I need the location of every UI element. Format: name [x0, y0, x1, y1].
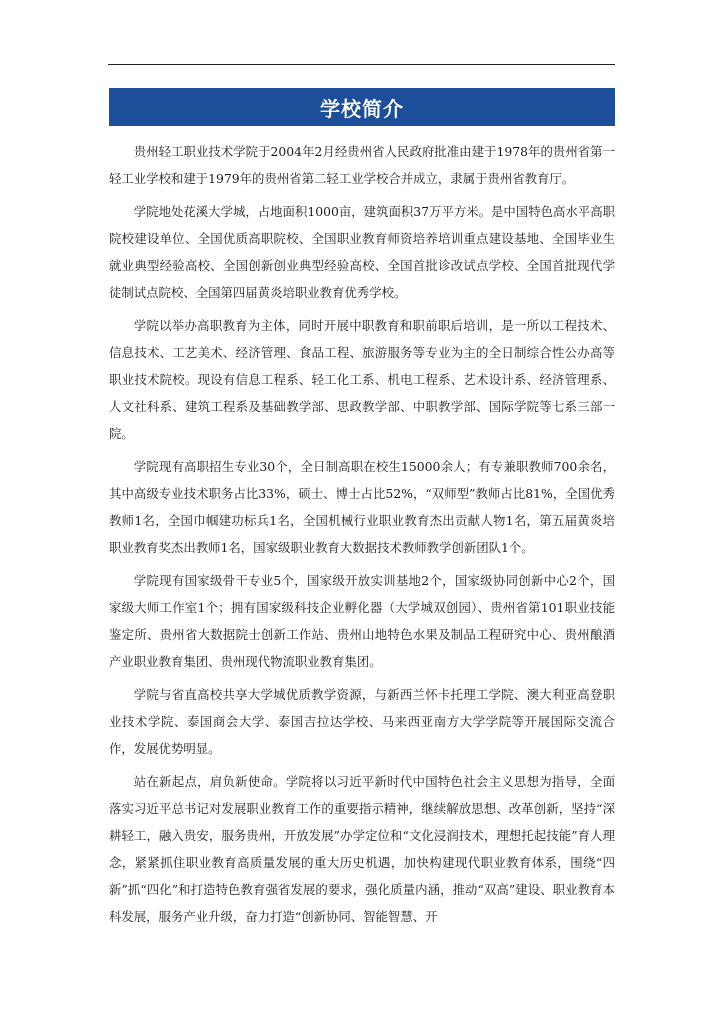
paragraph-faculty: 学院现有高职招生专业30个，全日制高职在校生15000余人；有专兼职教师700余名，其中高级专业技术职务占比33%，硕士、博士占比52%，“双师型”教师占比81%，全国优秀教师1名，全国巾帼建功标兵1名，全国机械行业职业教育杰出贡献人物1名，第五届黄炎培职业教育奖杰出教师1名，国家级职业教育大数据技术教师教学创新团队1个。 [109, 459, 615, 555]
paragraph-founding: 贵州轻工职业技术学院于2004年2月经贵州省人民政府批准由建于1978年的贵州省第一轻工业学校和建于1979年的贵州省第二轻工业学校合并成立，隶属于贵州省教育厅。 [109, 144, 615, 186]
paragraph-programs: 学院以举办高职教育为主体，同时开展中职教育和职前职后培训，是一所以工程技术、信息技术、工艺美术、经济管理、食品工程、旅游服务等专业为主的全日制综合性公办高等职业技术院校。现设有信息工程系、轻工化工系、机电工程系、艺术设计系、经济管理系、人文社科系、建筑工程系及基础教学部、思政教学部、中职教学部、国际学院等七系三部一院。 [109, 318, 615, 441]
paragraph-cooperation: 学院与省直高校共享大学城优质教学资源，与新西兰怀卡托理工学院、澳大利亚高登职业技术学院、泰国商会大学、泰国吉拉达学校、马来西亚南方大学学院等开展国际交流合作，发展优势明显。 [109, 687, 615, 756]
paragraph-platforms: 学院现有国家级骨干专业5个，国家级开放实训基地2个，国家级协同创新中心2个，国家级大师工作室1个；拥有国家级科技企业孵化器（大学城双创园）、贵州省第101职业技能鉴定所、贵州省大数据院士创新工作站、贵州山地特色水果及制品工程研究中心、贵州酿酒产业职业教育集团、贵州现代物流职业教育集团。 [109, 573, 615, 669]
page-title: 学校简介 [320, 96, 404, 121]
header-rule [108, 64, 615, 65]
paragraph-mission: 站在新起点，肩负新使命。学院将以习近平新时代中国特色社会主义思想为指导，全面落实习近平总书记对发展职业教育工作的重要指示精神，继续解放思想、改革创新，坚持“深耕轻工，融入贵安，服务贵州，开放发展”办学定位和“文化浸润技术，理想托起技能”育人理念，紧紧抓住职业教育高质量发展的重大历史机遇，加快构建现代职业教育体系，围绕“四新”抓“四化”和打造特色教育强省发展的要求，强化质量内涵，推动“双高”建设、职业教育本科发展，服务产业升级，奋力打造“创新协同、智能智慧、开 [109, 774, 615, 924]
document-body [109, 138, 615, 936]
paragraph-campus: 学院地处花溪大学城，占地面积1000亩，建筑面积37万平方米。是中国特色高水平高职院校建设单位、全国优质高职院校、全国职业教育师资培养培训重点建设基地、全国毕业生就业典型经验高校、全国创新创业典型经验高校、全国首批诊改试点学校、全国首批现代学徒制试点院校、全国第四届黄炎培职业教育优秀学校。 [109, 204, 615, 300]
section-title-bar [109, 88, 615, 126]
